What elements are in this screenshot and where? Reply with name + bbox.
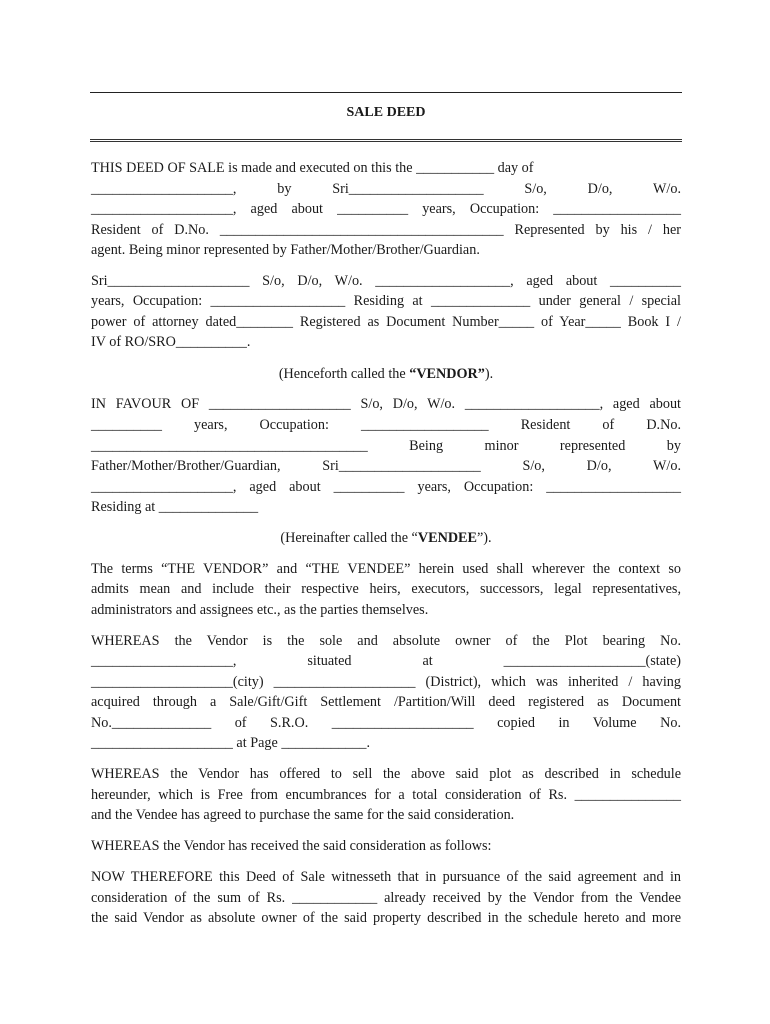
text-line	[91, 436, 681, 456]
line-text: the said Vendor as absolute owner of the said property described in the schedule hereto and more	[91, 910, 681, 926]
text-line	[91, 220, 681, 240]
line-text: ).	[484, 366, 494, 382]
line-text: WHEREAS the Vendor is the sole and absolute owner of the Plot bearing No.	[91, 633, 681, 649]
text-line	[91, 631, 681, 651]
text-line	[91, 291, 681, 311]
line-text: power of attorney dated________ Registered as Document Number_____ of Year_____ Book I /	[91, 314, 681, 330]
text-line	[91, 600, 681, 620]
text-line	[91, 692, 681, 712]
text-line	[91, 271, 681, 291]
line-text: ____________________(city) ____________________ (District), which was inherited / having	[91, 674, 681, 690]
line-text: No.______________ of S.R.O. ____________________ copied in Volume No.	[91, 715, 681, 731]
line-text: Sri____________________ S/o, D/o, W/o. ___________________, aged about __________	[91, 273, 681, 289]
line-text: Father/Mother/Brother/Guardian, Sri____________________ S/o, D/o, W/o.	[91, 458, 681, 474]
line-text: ____________________ at Page ____________.	[91, 735, 371, 751]
text-line	[91, 836, 681, 856]
text-line	[91, 415, 681, 435]
text-line	[91, 199, 681, 219]
line-text: The terms “THE VENDOR” and “THE VENDEE” herein used shall wherever the context so	[91, 561, 681, 577]
text-line	[91, 528, 681, 548]
line-text: admits mean and include their respective heirs, executors, successors, legal representatives,	[91, 581, 681, 597]
line-text: agent. Being minor represented by Father/Mother/Brother/Guardian.	[91, 242, 480, 258]
line-text: _______________________________________ Being minor represented by	[91, 438, 681, 454]
text-line	[91, 785, 681, 805]
text-line	[91, 805, 681, 825]
line-text: ____________________, by Sri___________________ S/o, D/o, W/o.	[91, 181, 681, 197]
line-text: administrators and assignees etc., as the parties themselves.	[91, 602, 429, 618]
text-line	[91, 888, 681, 908]
bold-term: “VENDOR”	[409, 366, 485, 382]
text-line	[91, 672, 681, 692]
line-text: ____________________, situated at ____________________(state)	[91, 653, 681, 669]
line-text: WHEREAS the Vendor has offered to sell the above said plot as described in schedule	[91, 766, 681, 782]
top-rule	[90, 92, 682, 93]
line-text: acquired through a Sale/Gift/Gift Settlement /Partition/Will deed registered as Document	[91, 694, 681, 710]
text-line	[91, 312, 681, 332]
line-text: Resident of D.No. ________________________________________ Represented by his / her	[91, 222, 681, 238]
line-text: hereunder, which is Free from encumbrances for a total consideration of Rs. _______________	[91, 787, 681, 803]
document-title: SALE DEED	[346, 105, 426, 120]
line-text: ____________________, aged about __________ years, Occupation: __________________	[91, 201, 681, 217]
line-text: NOW THEREFORE this Deed of Sale witnesseth that in pursuance of the said agreement and in	[91, 869, 681, 885]
line-text: THIS DEED OF SALE is made and executed on this the ___________ day of	[91, 160, 534, 176]
line-text: consideration of the sum of Rs. ____________ already received by the Vendor from the Vendee	[91, 890, 681, 906]
text-line	[91, 559, 681, 579]
text-line	[91, 713, 681, 733]
line-text: ____________________, aged about __________ years, Occupation: ___________________	[91, 479, 681, 495]
line-text: IV of RO/SRO__________.	[91, 334, 251, 350]
text-line	[91, 240, 681, 260]
text-line	[91, 394, 681, 414]
line-text: years, Occupation: ___________________ Residing at ______________ under general / special	[91, 293, 681, 309]
bottom-double-rule	[90, 139, 682, 142]
text-line	[91, 497, 681, 517]
text-line	[91, 364, 681, 384]
line-text: WHEREAS the Vendor has received the said consideration as follows:	[91, 838, 492, 854]
line-text: __________ years, Occupation: __________________ Resident of D.No.	[91, 417, 681, 433]
line-text: (Henceforth called the	[278, 366, 410, 382]
text-line	[91, 456, 681, 476]
line-text: IN FAVOUR OF ____________________ S/o, D/o, W/o. ___________________, aged about	[91, 396, 681, 412]
line-text: (Hereinafter called the “	[280, 530, 418, 546]
text-line	[91, 764, 681, 784]
text-line	[91, 477, 681, 497]
line-text: and the Vendee has agreed to purchase the same for the said consideration.	[91, 807, 515, 823]
text-line	[91, 908, 681, 928]
line-text: Residing at ______________	[91, 499, 259, 515]
text-line	[91, 867, 681, 887]
text-line	[91, 158, 681, 178]
bold-term: VENDEE	[417, 530, 477, 546]
text-line	[91, 651, 681, 671]
text-line	[91, 179, 681, 199]
line-text: ”).	[477, 530, 492, 546]
text-line	[91, 332, 681, 352]
text-line	[91, 579, 681, 599]
text-line	[91, 733, 681, 753]
